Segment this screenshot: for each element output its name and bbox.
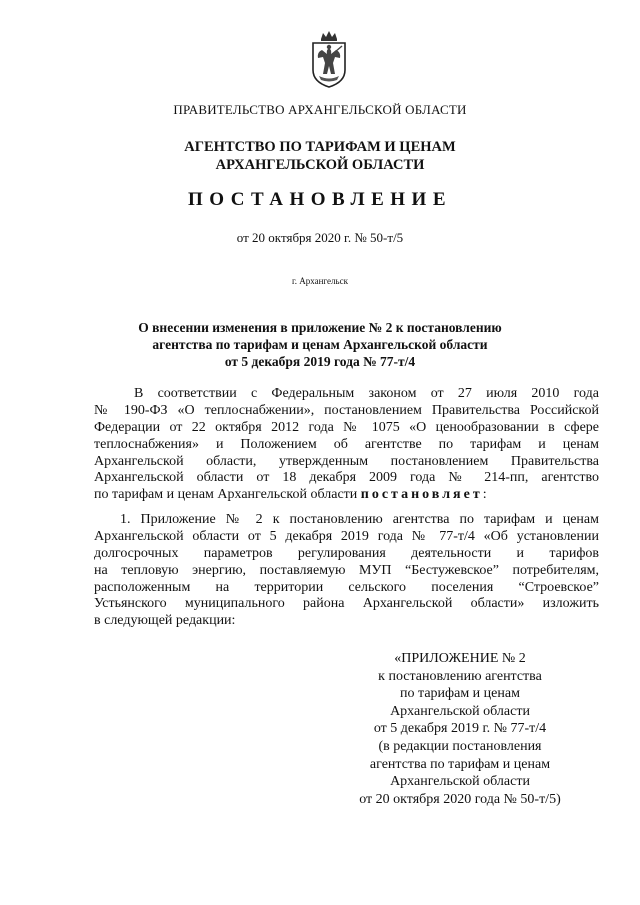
- preamble-line: теплоснабжения» и Положением об агентстве по тарифам и ценам: [94, 436, 599, 452]
- title-line1: О внесении изменения в приложение № 2 к постановлению: [138, 320, 502, 335]
- appendix-line: Архангельской области: [390, 774, 530, 790]
- coat-of-arms-icon: [309, 30, 349, 88]
- appendix-line: Архангельской области: [390, 703, 530, 719]
- appendix-line: от 20 октября 2020 года № 50-т/5): [359, 791, 561, 807]
- government-name: ПРАВИТЕЛЬСТВО АРХАНГЕЛЬСКОЙ ОБЛАСТИ: [173, 102, 467, 117]
- agency-name-line1: АГЕНТСТВО ПО ТАРИФАМ И ЦЕНАМ: [184, 139, 456, 155]
- document-date-number: от 20 октября 2020 г. № 50-т/5: [236, 230, 404, 245]
- document-title: [0, 319, 640, 370]
- clause-line: на тепловую энергию, поставляемую МУП “Бестужевское” потребителям,: [94, 562, 599, 578]
- preamble-line: [94, 487, 599, 504]
- clause-line: Архангельской области от 5 декабря 2019 года № 77-т/4 «Об установлении: [94, 528, 599, 544]
- preamble-paragraph: [94, 386, 599, 504]
- clause-line: 1. Приложение № 2 к постановлению агентства по тарифам и ценам: [120, 512, 599, 527]
- clause-line: Устьянского муниципального района Архангельской области» изложить: [94, 596, 599, 612]
- preamble-line: Архангельской области от 18 декабря 2009 года № 214-пп, агентство: [94, 470, 599, 486]
- appendix-header: [330, 650, 590, 808]
- clause-1-paragraph: [94, 512, 599, 630]
- document-city: г. Архангельск: [292, 276, 348, 286]
- agency-name-line2: АРХАНГЕЛЬСКОЙ ОБЛАСТИ: [215, 157, 425, 173]
- appendix-line: (в редакции постановления: [378, 738, 542, 754]
- title-line2: агентства по тарифам и ценам Архангельской области: [152, 337, 488, 352]
- clause-line: расположенным на территории сельского поселения “Строевское”: [94, 579, 599, 595]
- clause-line: в следующей редакции:: [94, 613, 236, 629]
- title-line3: от 5 декабря 2019 года № 77-т/4: [224, 354, 416, 369]
- appendix-line: агентства по тарифам и ценам: [369, 756, 551, 772]
- document-type: ПОСТАНОВЛЕНИЕ: [187, 189, 453, 210]
- resolves-word: постановляет: [360, 487, 483, 503]
- preamble-line: В соответствии с Федеральным законом от 27 июля 2010 года: [134, 386, 599, 401]
- clause-line: долгосрочных параметров регулирования деятельности и тарифов: [94, 545, 599, 561]
- appendix-line: от 5 декабря 2019 г. № 77-т/4: [373, 721, 547, 737]
- appendix-line: по тарифам и ценам: [400, 686, 520, 702]
- appendix-line: к постановлению агентства: [378, 668, 542, 684]
- preamble-line: Федерации от 22 октября 2012 года № 1075 «О ценообразовании в сфере: [94, 419, 599, 435]
- preamble-line: Архангельской области, утвержденным постановлением Правительства: [94, 453, 599, 469]
- preamble-colon: :: [482, 487, 487, 503]
- preamble-text: по тарифам и ценам Архангельской области: [94, 487, 361, 503]
- agency-name: [0, 138, 640, 174]
- appendix-line: «ПРИЛОЖЕНИЕ № 2: [394, 651, 526, 666]
- preamble-line: № 190-ФЗ «О теплоснабжении», постановлением Правительства Российской: [94, 402, 599, 418]
